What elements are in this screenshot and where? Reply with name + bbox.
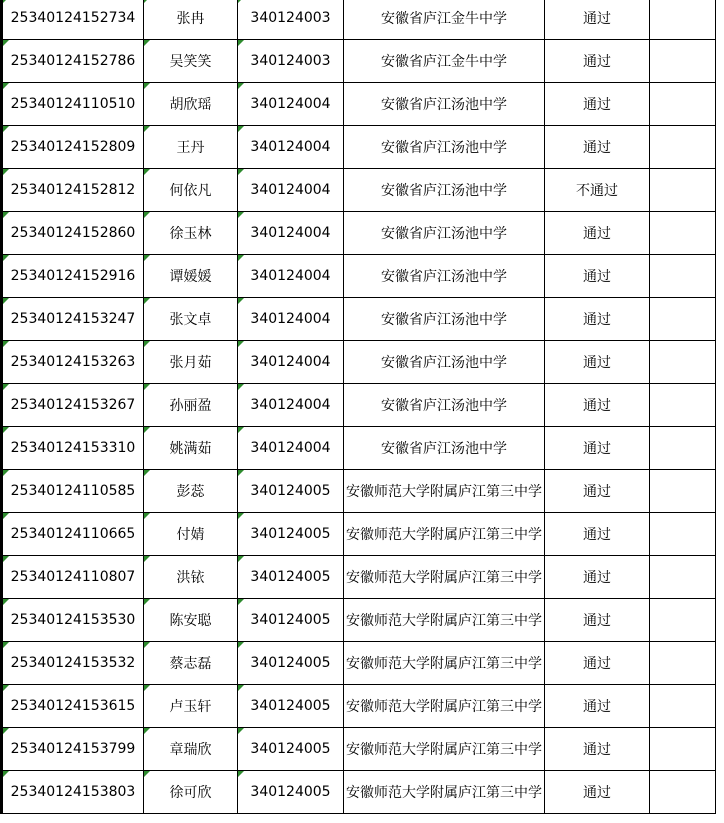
number-stored-as-text-indicator-icon bbox=[144, 341, 150, 347]
cell-result[interactable] bbox=[545, 169, 650, 212]
cell-school-code-text: 340124005 bbox=[250, 655, 331, 671]
cell-candidate-id-text: 25340124153532 bbox=[10, 655, 136, 671]
cell-empty[interactable] bbox=[650, 470, 716, 513]
cell-candidate-id-text: 25340124153615 bbox=[10, 698, 136, 714]
table-row bbox=[2, 384, 716, 427]
number-stored-as-text-indicator-icon bbox=[144, 83, 150, 89]
cell-candidate-id[interactable] bbox=[2, 298, 144, 341]
cell-candidate-id-text: 25340124152812 bbox=[10, 182, 136, 198]
cell-name[interactable] bbox=[144, 298, 238, 341]
cell-name-text: 付婧 bbox=[176, 527, 205, 543]
number-stored-as-text-indicator-icon bbox=[144, 728, 150, 734]
number-stored-as-text-indicator-icon bbox=[3, 642, 9, 648]
number-stored-as-text-indicator-icon bbox=[238, 642, 244, 648]
cell-name[interactable] bbox=[144, 83, 238, 126]
cell-name-text: 卢玉轩 bbox=[169, 699, 212, 715]
number-stored-as-text-indicator-icon bbox=[144, 427, 150, 433]
cell-name[interactable] bbox=[144, 341, 238, 384]
cell-name[interactable] bbox=[144, 513, 238, 556]
number-stored-as-text-indicator-icon bbox=[3, 470, 9, 476]
number-stored-as-text-indicator-icon bbox=[144, 384, 150, 390]
cell-school-name[interactable] bbox=[344, 0, 545, 40]
cell-school-code[interactable] bbox=[238, 642, 344, 685]
cell-school-name-text: 安徽师范大学附属庐江第三中学 bbox=[346, 656, 542, 672]
cell-result-text: 通过 bbox=[583, 699, 611, 715]
number-stored-as-text-indicator-icon bbox=[3, 298, 9, 304]
cell-school-name[interactable] bbox=[344, 384, 545, 427]
cell-result[interactable] bbox=[545, 255, 650, 298]
cell-school-name-text: 安徽师范大学附属庐江第三中学 bbox=[346, 742, 542, 758]
cell-school-code-text: 340124005 bbox=[250, 741, 331, 757]
cell-name-text: 姚满茹 bbox=[169, 441, 212, 457]
cell-name[interactable] bbox=[144, 556, 238, 599]
cell-school-code[interactable] bbox=[238, 427, 344, 470]
cell-school-name-text: 安徽师范大学附属庐江第三中学 bbox=[346, 785, 542, 801]
cell-empty[interactable] bbox=[650, 298, 716, 341]
number-stored-as-text-indicator-icon bbox=[238, 384, 244, 390]
cell-name-text: 蔡志磊 bbox=[169, 656, 212, 672]
number-stored-as-text-indicator-icon bbox=[238, 298, 244, 304]
cell-name-text: 吴笑笑 bbox=[169, 54, 212, 70]
number-stored-as-text-indicator-icon bbox=[238, 341, 244, 347]
cell-name[interactable] bbox=[144, 599, 238, 642]
cell-empty[interactable] bbox=[650, 40, 716, 83]
cell-school-code[interactable] bbox=[238, 169, 344, 212]
cell-name-text: 谭媛媛 bbox=[169, 269, 212, 285]
cell-school-name[interactable] bbox=[344, 470, 545, 513]
table-row bbox=[2, 470, 716, 513]
cell-name-text: 徐玉林 bbox=[169, 226, 212, 242]
table-row bbox=[2, 599, 716, 642]
cell-result-text: 通过 bbox=[583, 226, 611, 242]
cell-school-name[interactable] bbox=[344, 642, 545, 685]
number-stored-as-text-indicator-icon bbox=[3, 427, 9, 433]
number-stored-as-text-indicator-icon bbox=[238, 771, 244, 777]
cell-empty[interactable] bbox=[650, 513, 716, 556]
cell-candidate-id[interactable] bbox=[2, 169, 144, 212]
cell-school-code[interactable] bbox=[238, 0, 344, 40]
cell-candidate-id[interactable] bbox=[2, 513, 144, 556]
cell-school-code-text: 340124005 bbox=[250, 698, 331, 714]
cell-school-name[interactable] bbox=[344, 255, 545, 298]
cell-name[interactable] bbox=[144, 427, 238, 470]
cell-empty[interactable] bbox=[650, 169, 716, 212]
cell-school-code-text: 340124004 bbox=[250, 311, 331, 327]
cell-result[interactable] bbox=[545, 0, 650, 40]
cell-name[interactable] bbox=[144, 255, 238, 298]
cell-school-code[interactable] bbox=[238, 298, 344, 341]
number-stored-as-text-indicator-icon bbox=[3, 40, 9, 46]
cell-name[interactable] bbox=[144, 212, 238, 255]
cell-result-text: 通过 bbox=[583, 312, 611, 328]
cell-name-text: 孙丽盈 bbox=[169, 398, 212, 414]
cell-empty[interactable] bbox=[650, 126, 716, 169]
cell-candidate-id-text: 25340124152809 bbox=[10, 139, 136, 155]
cell-result[interactable] bbox=[545, 556, 650, 599]
cell-result[interactable] bbox=[545, 427, 650, 470]
cell-school-code-text: 340124004 bbox=[250, 139, 331, 155]
cell-result-text: 通过 bbox=[583, 484, 611, 500]
table-row bbox=[2, 513, 716, 556]
cell-candidate-id-text: 25340124110510 bbox=[10, 96, 136, 112]
cell-school-name[interactable] bbox=[344, 212, 545, 255]
number-stored-as-text-indicator-icon bbox=[144, 212, 150, 218]
cell-candidate-id-text: 25340124153803 bbox=[10, 784, 136, 800]
cell-candidate-id[interactable] bbox=[2, 642, 144, 685]
cell-result[interactable] bbox=[545, 685, 650, 728]
cell-name-text: 彭蕊 bbox=[176, 484, 205, 500]
number-stored-as-text-indicator-icon bbox=[144, 169, 150, 175]
cell-empty[interactable] bbox=[650, 556, 716, 599]
number-stored-as-text-indicator-icon bbox=[144, 556, 150, 562]
table-row bbox=[2, 40, 716, 83]
cell-candidate-id-text: 25340124153247 bbox=[10, 311, 136, 327]
cell-result-text: 通过 bbox=[583, 269, 611, 285]
table-row bbox=[2, 642, 716, 685]
cell-school-code[interactable] bbox=[238, 513, 344, 556]
number-stored-as-text-indicator-icon bbox=[238, 255, 244, 261]
cell-school-code-text: 340124004 bbox=[250, 268, 331, 284]
cell-candidate-id[interactable] bbox=[2, 255, 144, 298]
cell-result-text: 通过 bbox=[583, 441, 611, 457]
cell-candidate-id[interactable] bbox=[2, 728, 144, 771]
table-row bbox=[2, 341, 716, 384]
cell-school-code-text: 340124003 bbox=[250, 10, 331, 26]
table-row bbox=[2, 427, 716, 470]
cell-name-text: 张文卓 bbox=[169, 312, 212, 328]
cell-empty[interactable] bbox=[650, 341, 716, 384]
cell-empty[interactable] bbox=[650, 642, 716, 685]
cell-result[interactable] bbox=[545, 83, 650, 126]
cell-empty[interactable] bbox=[650, 212, 716, 255]
cell-school-name-text: 安徽省庐江汤池中学 bbox=[381, 140, 507, 156]
table-row bbox=[2, 728, 716, 771]
number-stored-as-text-indicator-icon bbox=[144, 0, 150, 3]
cell-school-code-text: 340124004 bbox=[250, 397, 331, 413]
cell-name[interactable] bbox=[144, 384, 238, 427]
cell-candidate-id-text: 25340124152786 bbox=[10, 53, 136, 69]
cell-name-text: 胡欣瑶 bbox=[169, 97, 212, 113]
cell-candidate-id[interactable] bbox=[2, 771, 144, 814]
table-row bbox=[2, 169, 716, 212]
cell-name-text: 章瑞欣 bbox=[169, 742, 212, 758]
cell-name-text: 张月茹 bbox=[169, 355, 212, 371]
cell-empty[interactable] bbox=[650, 685, 716, 728]
cell-result-text: 通过 bbox=[583, 527, 611, 543]
cell-empty[interactable] bbox=[650, 384, 716, 427]
number-stored-as-text-indicator-icon bbox=[3, 0, 9, 3]
cell-school-name[interactable] bbox=[344, 298, 545, 341]
cell-name[interactable] bbox=[144, 642, 238, 685]
number-stored-as-text-indicator-icon bbox=[238, 427, 244, 433]
cell-empty[interactable] bbox=[650, 83, 716, 126]
number-stored-as-text-indicator-icon bbox=[3, 212, 9, 218]
cell-candidate-id[interactable] bbox=[2, 384, 144, 427]
cell-school-code-text: 340124005 bbox=[250, 569, 331, 585]
cell-school-name-text: 安徽省庐江汤池中学 bbox=[381, 355, 507, 371]
cell-school-name-text: 安徽师范大学附属庐江第三中学 bbox=[346, 699, 542, 715]
number-stored-as-text-indicator-icon bbox=[238, 470, 244, 476]
table-row bbox=[2, 685, 716, 728]
table-row bbox=[2, 298, 716, 341]
cell-candidate-id-text: 25340124153267 bbox=[10, 397, 136, 413]
cell-result-text: 通过 bbox=[583, 742, 611, 758]
cell-result-text: 通过 bbox=[583, 11, 611, 27]
cell-candidate-id-text: 25340124153799 bbox=[10, 741, 136, 757]
cell-empty[interactable] bbox=[650, 255, 716, 298]
number-stored-as-text-indicator-icon bbox=[144, 642, 150, 648]
table-row bbox=[2, 556, 716, 599]
cell-result-text: 通过 bbox=[583, 355, 611, 371]
table-row bbox=[2, 255, 716, 298]
cell-school-code-text: 340124004 bbox=[250, 440, 331, 456]
number-stored-as-text-indicator-icon bbox=[238, 728, 244, 734]
cell-name-text: 张冉 bbox=[176, 11, 205, 27]
number-stored-as-text-indicator-icon bbox=[3, 513, 9, 519]
cell-school-name-text: 安徽省庐江汤池中学 bbox=[381, 269, 507, 285]
number-stored-as-text-indicator-icon bbox=[144, 470, 150, 476]
cell-school-code[interactable] bbox=[238, 728, 344, 771]
cell-school-name[interactable] bbox=[344, 341, 545, 384]
number-stored-as-text-indicator-icon bbox=[3, 599, 9, 605]
cell-school-code[interactable] bbox=[238, 771, 344, 814]
cell-result[interactable] bbox=[545, 341, 650, 384]
cell-result[interactable] bbox=[545, 298, 650, 341]
number-stored-as-text-indicator-icon bbox=[144, 255, 150, 261]
cell-school-name-text: 安徽省庐江金牛中学 bbox=[381, 11, 507, 27]
cell-empty[interactable] bbox=[650, 0, 716, 40]
cell-empty[interactable] bbox=[650, 599, 716, 642]
cell-school-name[interactable] bbox=[344, 771, 545, 814]
cell-school-name-text: 安徽省庐江汤池中学 bbox=[381, 441, 507, 457]
cell-candidate-id[interactable] bbox=[2, 685, 144, 728]
number-stored-as-text-indicator-icon bbox=[238, 83, 244, 89]
cell-school-code[interactable] bbox=[238, 599, 344, 642]
cell-school-code-text: 340124004 bbox=[250, 354, 331, 370]
cell-school-name[interactable] bbox=[344, 83, 545, 126]
cell-school-name[interactable] bbox=[344, 728, 545, 771]
cell-school-code[interactable] bbox=[238, 83, 344, 126]
cell-school-code-text: 340124005 bbox=[250, 612, 331, 628]
cell-candidate-id[interactable] bbox=[2, 212, 144, 255]
cell-school-code-text: 340124003 bbox=[250, 53, 331, 69]
cell-candidate-id-text: 25340124152916 bbox=[10, 268, 136, 284]
cell-empty[interactable] bbox=[650, 427, 716, 470]
cell-result[interactable] bbox=[545, 728, 650, 771]
number-stored-as-text-indicator-icon bbox=[144, 685, 150, 691]
cell-name[interactable] bbox=[144, 126, 238, 169]
cell-result[interactable] bbox=[545, 40, 650, 83]
cell-candidate-id[interactable] bbox=[2, 556, 144, 599]
cell-school-code-text: 340124005 bbox=[250, 784, 331, 800]
number-stored-as-text-indicator-icon bbox=[3, 771, 9, 777]
number-stored-as-text-indicator-icon bbox=[238, 212, 244, 218]
cell-candidate-id[interactable] bbox=[2, 83, 144, 126]
cell-school-name[interactable] bbox=[344, 599, 545, 642]
cell-candidate-id[interactable] bbox=[2, 427, 144, 470]
cell-name-text: 王丹 bbox=[176, 140, 205, 156]
number-stored-as-text-indicator-icon bbox=[3, 728, 9, 734]
cell-name[interactable] bbox=[144, 685, 238, 728]
cell-school-code[interactable] bbox=[238, 40, 344, 83]
cell-candidate-id[interactable] bbox=[2, 341, 144, 384]
cell-result-text: 通过 bbox=[583, 656, 611, 672]
cell-school-name-text: 安徽省庐江汤池中学 bbox=[381, 226, 507, 242]
number-stored-as-text-indicator-icon bbox=[3, 341, 9, 347]
cell-school-code-text: 340124004 bbox=[250, 182, 331, 198]
number-stored-as-text-indicator-icon bbox=[3, 255, 9, 261]
cell-name[interactable] bbox=[144, 169, 238, 212]
cell-candidate-id-text: 25340124110807 bbox=[10, 569, 136, 585]
number-stored-as-text-indicator-icon bbox=[238, 556, 244, 562]
cell-candidate-id-text: 25340124110585 bbox=[10, 483, 136, 499]
number-stored-as-text-indicator-icon bbox=[238, 126, 244, 132]
cell-candidate-id-text: 25340124152860 bbox=[10, 225, 136, 241]
cell-name-text: 陈安聪 bbox=[169, 613, 212, 629]
cell-school-code[interactable] bbox=[238, 255, 344, 298]
cell-candidate-id-text: 25340124153263 bbox=[10, 354, 136, 370]
cell-school-name[interactable] bbox=[344, 685, 545, 728]
cell-name-text: 徐可欣 bbox=[169, 785, 212, 801]
cell-candidate-id[interactable] bbox=[2, 126, 144, 169]
cell-name[interactable] bbox=[144, 470, 238, 513]
cell-school-code-text: 340124005 bbox=[250, 526, 331, 542]
cell-result[interactable] bbox=[545, 771, 650, 814]
cell-school-name[interactable] bbox=[344, 126, 545, 169]
number-stored-as-text-indicator-icon bbox=[238, 685, 244, 691]
number-stored-as-text-indicator-icon bbox=[144, 513, 150, 519]
cell-school-code[interactable] bbox=[238, 212, 344, 255]
cell-school-name-text: 安徽省庐江汤池中学 bbox=[381, 97, 507, 113]
cell-name[interactable] bbox=[144, 40, 238, 83]
cell-name[interactable] bbox=[144, 728, 238, 771]
number-stored-as-text-indicator-icon bbox=[238, 169, 244, 175]
cell-result[interactable] bbox=[545, 599, 650, 642]
number-stored-as-text-indicator-icon bbox=[3, 169, 9, 175]
number-stored-as-text-indicator-icon bbox=[3, 126, 9, 132]
cell-school-name-text: 安徽省庐江汤池中学 bbox=[381, 398, 507, 414]
number-stored-as-text-indicator-icon bbox=[238, 599, 244, 605]
cell-candidate-id-text: 25340124153530 bbox=[10, 612, 136, 628]
cell-name[interactable] bbox=[144, 771, 238, 814]
cell-result[interactable] bbox=[545, 384, 650, 427]
cell-candidate-id-text: 25340124110665 bbox=[10, 526, 136, 542]
number-stored-as-text-indicator-icon bbox=[238, 0, 244, 3]
cell-empty[interactable] bbox=[650, 728, 716, 771]
cell-result-text: 通过 bbox=[583, 140, 611, 156]
number-stored-as-text-indicator-icon bbox=[3, 685, 9, 691]
number-stored-as-text-indicator-icon bbox=[144, 40, 150, 46]
cell-school-name[interactable] bbox=[344, 513, 545, 556]
cell-result[interactable] bbox=[545, 126, 650, 169]
cell-school-name-text: 安徽省庐江汤池中学 bbox=[381, 183, 507, 199]
cell-candidate-id[interactable] bbox=[2, 0, 144, 40]
cell-name-text: 何依凡 bbox=[169, 183, 212, 199]
cell-school-name-text: 安徽师范大学附属庐江第三中学 bbox=[346, 527, 542, 543]
cell-result[interactable] bbox=[545, 642, 650, 685]
number-stored-as-text-indicator-icon bbox=[3, 384, 9, 390]
cell-result-text: 通过 bbox=[583, 54, 611, 70]
cell-result-text: 通过 bbox=[583, 785, 611, 801]
cell-school-name-text: 安徽省庐江金牛中学 bbox=[381, 54, 507, 70]
cell-school-code-text: 340124004 bbox=[250, 225, 331, 241]
cell-candidate-id-text: 25340124153310 bbox=[10, 440, 136, 456]
table-row bbox=[2, 126, 716, 169]
cell-name-text: 洪铱 bbox=[176, 570, 205, 586]
cell-school-code-text: 340124005 bbox=[250, 483, 331, 499]
number-stored-as-text-indicator-icon bbox=[238, 40, 244, 46]
cell-school-code[interactable] bbox=[238, 470, 344, 513]
cell-school-name-text: 安徽师范大学附属庐江第三中学 bbox=[346, 484, 542, 500]
number-stored-as-text-indicator-icon bbox=[144, 298, 150, 304]
cell-school-name-text: 安徽师范大学附属庐江第三中学 bbox=[346, 613, 542, 629]
cell-candidate-id[interactable] bbox=[2, 599, 144, 642]
cell-candidate-id[interactable] bbox=[2, 40, 144, 83]
table-row bbox=[2, 212, 716, 255]
cell-result-text: 不通过 bbox=[576, 183, 618, 199]
cell-school-code[interactable] bbox=[238, 341, 344, 384]
table-row bbox=[2, 83, 716, 126]
cell-school-code[interactable] bbox=[238, 384, 344, 427]
cell-name[interactable] bbox=[144, 0, 238, 40]
cell-school-code[interactable] bbox=[238, 126, 344, 169]
cell-school-name[interactable] bbox=[344, 169, 545, 212]
cell-school-name[interactable] bbox=[344, 427, 545, 470]
cell-result[interactable] bbox=[545, 470, 650, 513]
table-row bbox=[2, 0, 716, 40]
cell-result-text: 通过 bbox=[583, 570, 611, 586]
number-stored-as-text-indicator-icon bbox=[144, 771, 150, 777]
cell-result-text: 通过 bbox=[583, 398, 611, 414]
cell-school-code[interactable] bbox=[238, 685, 344, 728]
number-stored-as-text-indicator-icon bbox=[3, 556, 9, 562]
number-stored-as-text-indicator-icon bbox=[144, 599, 150, 605]
cell-result[interactable] bbox=[545, 212, 650, 255]
cell-candidate-id-text: 25340124152734 bbox=[10, 10, 136, 26]
number-stored-as-text-indicator-icon bbox=[144, 126, 150, 132]
cell-school-code-text: 340124004 bbox=[250, 96, 331, 112]
number-stored-as-text-indicator-icon bbox=[238, 513, 244, 519]
cell-school-name[interactable] bbox=[344, 556, 545, 599]
number-stored-as-text-indicator-icon bbox=[3, 83, 9, 89]
cell-school-code[interactable] bbox=[238, 556, 344, 599]
cell-result-text: 通过 bbox=[583, 97, 611, 113]
cell-candidate-id[interactable] bbox=[2, 470, 144, 513]
cell-school-name[interactable] bbox=[344, 40, 545, 83]
cell-result-text: 通过 bbox=[583, 613, 611, 629]
cell-empty[interactable] bbox=[650, 771, 716, 814]
cell-school-name-text: 安徽师范大学附属庐江第三中学 bbox=[346, 570, 542, 586]
table-row bbox=[2, 771, 716, 814]
cell-school-name-text: 安徽省庐江汤池中学 bbox=[381, 312, 507, 328]
cell-result[interactable] bbox=[545, 513, 650, 556]
